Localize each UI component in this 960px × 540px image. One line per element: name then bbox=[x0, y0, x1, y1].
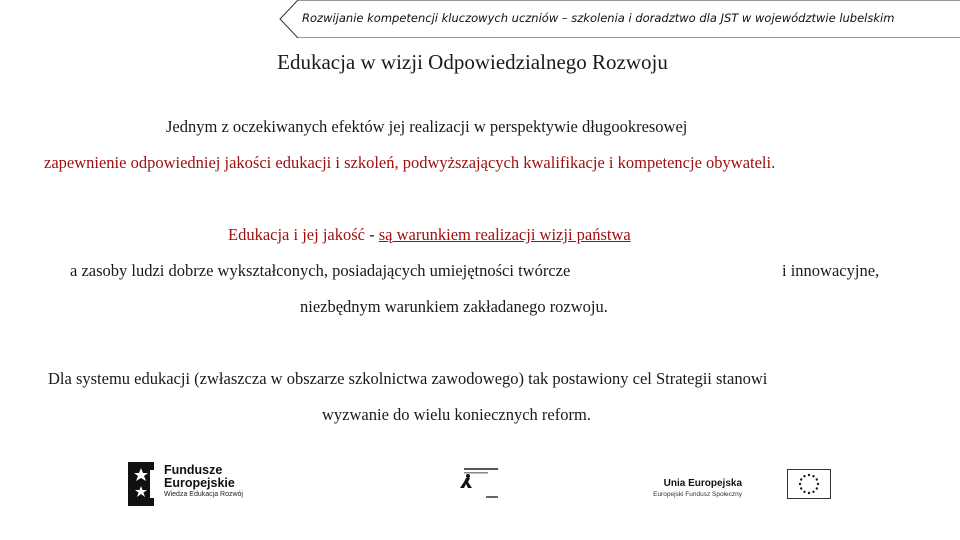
fe-title: Fundusze Europejskie bbox=[164, 463, 235, 490]
fe-stars-mark-icon bbox=[128, 462, 158, 506]
header-banner bbox=[278, 0, 960, 38]
text-line-4b: i innowacyjne, bbox=[782, 261, 880, 280]
text-line-5: niezbędnym warunkiem zakładanego rozwoju. bbox=[300, 297, 608, 316]
quality-phrase: Edukacja i jej jakość bbox=[228, 225, 365, 244]
header-banner-text: Rozwijanie kompetencji kluczowych uczniów – szkolenia i doradztwo dla JST w województwie lubelskim bbox=[302, 11, 895, 25]
text-line-4a: a zasoby ludzi dobrze wykształconych, posiadających umiejętności twórcze bbox=[70, 261, 571, 280]
fe-subtitle: Wiedza Edukacja Rozwój bbox=[164, 491, 243, 498]
text-line-7: wyzwanie do wielu koniecznych reform. bbox=[322, 405, 591, 424]
footer-logos bbox=[0, 458, 960, 518]
fundusze-europejskie-logo bbox=[128, 460, 268, 508]
unia-europejska-logo bbox=[653, 462, 840, 508]
ue-title: Unia Europejska bbox=[663, 478, 742, 489]
eu-flag-icon bbox=[787, 469, 831, 499]
poland-logo bbox=[460, 466, 504, 506]
state-vision-phrase: są warunkiem realizacji wizji państwa bbox=[378, 225, 631, 244]
poland-emblem-icon bbox=[460, 466, 504, 506]
dash-separator: - bbox=[365, 225, 379, 244]
text-line-6: Dla systemu edukacji (zwłaszcza w obszarze szkolnictwa zawodowego) tak postawiony cel Strategii stanowi bbox=[48, 369, 768, 388]
text-line-2: zapewnienie odpowiedniej jakości edukacji i szkoleń, podwyższających kwalifikacje i kompetencje obywateli. bbox=[44, 153, 776, 172]
ue-subtitle: Europejski Fundusz Społeczny bbox=[653, 491, 742, 498]
slide-title: Edukacja w wizji Odpowiedzialnego Rozwoju bbox=[277, 50, 668, 74]
text-line-3 bbox=[228, 225, 631, 245]
text-line-1: Jednym z oczekiwanych efektów jej realizacji w perspektywie długookresowej bbox=[166, 117, 688, 136]
